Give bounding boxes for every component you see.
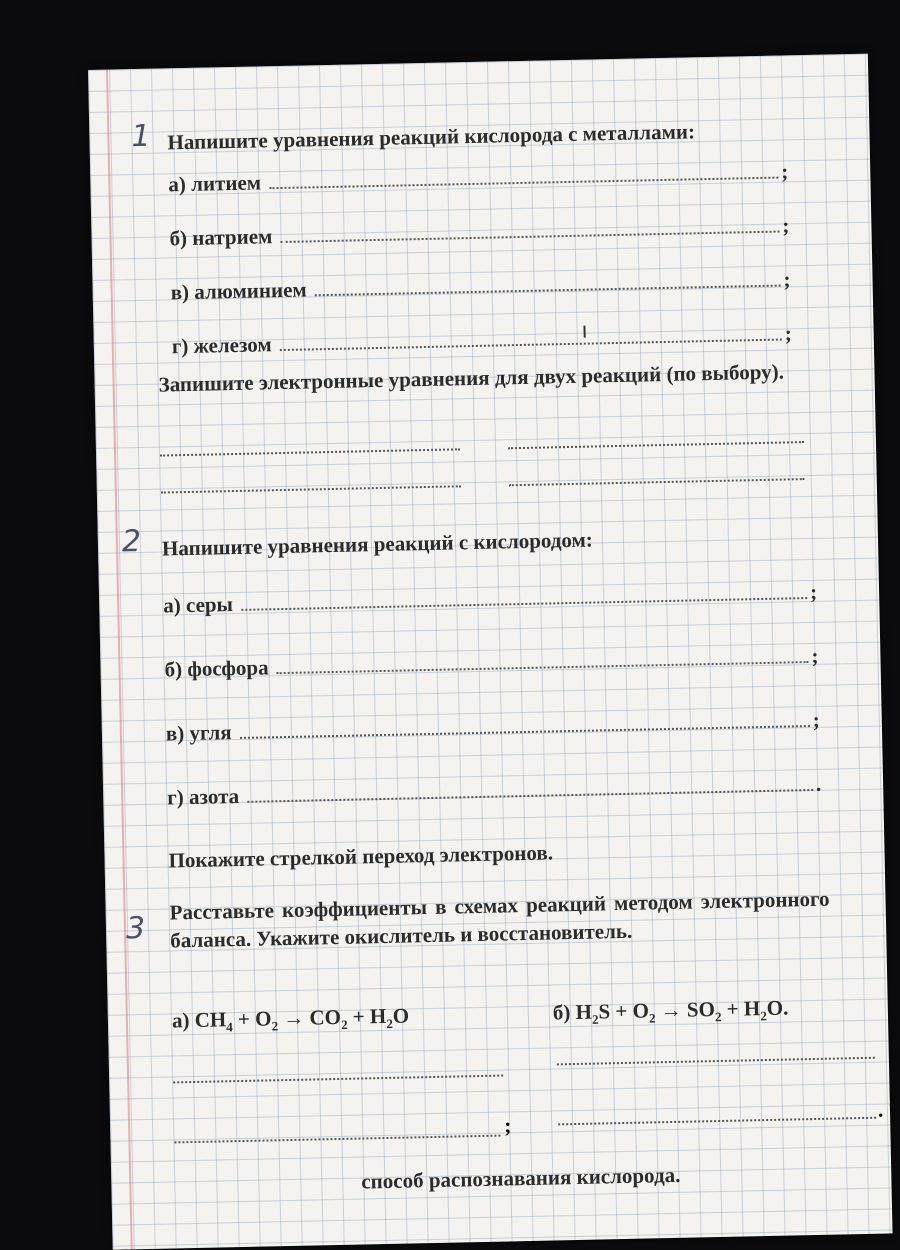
margin-line — [106, 70, 133, 1250]
item-end-mark: . — [815, 771, 822, 796]
item-end-mark: ; — [809, 579, 818, 604]
task-2-item-a[interactable] — [163, 580, 817, 619]
task-4-partial-heading: способ распознавания кислорода. — [361, 1162, 681, 1194]
task-3-equation-a: а) $CH_4 + O_2 \to CO_2 + H_2O$ — [171, 1003, 410, 1035]
task-3-number: 3 — [125, 910, 146, 947]
worksheet-page — [88, 54, 893, 1250]
answer-line[interactable] — [269, 176, 778, 190]
task-1-item-c[interactable] — [170, 267, 790, 305]
task-2-heading: Напишите уравнения реакций с кислородом: — [161, 527, 594, 561]
answer-line[interactable] — [174, 1134, 500, 1144]
equation-b-prefix: б) — [552, 999, 576, 1025]
task-1-heading: Напишите уравнения реакций кислорода с металлами: — [167, 119, 696, 155]
task-2-item-b[interactable] — [164, 644, 818, 683]
item-end-mark: ; — [781, 159, 789, 184]
task-1-item-d-label: г) железом — [171, 332, 272, 359]
answer-line[interactable] — [241, 596, 807, 611]
task-2-item-b-label: б) фосфора — [164, 655, 269, 682]
item-end-mark: ; — [782, 213, 790, 238]
answer-line[interactable] — [173, 1074, 503, 1084]
item-end-mark: ; — [784, 321, 792, 346]
task-2-item-c[interactable] — [166, 708, 820, 747]
equation-a-prefix: а) — [171, 1007, 195, 1033]
task-1-item-a[interactable] — [168, 159, 788, 197]
item-end-mark: ; — [783, 267, 791, 292]
task-1-item-c-label: в) алюминием — [170, 277, 307, 305]
answer-line[interactable] — [315, 284, 781, 297]
task-1-item-a-label: а) литием — [168, 170, 262, 197]
task-2-item-c-label: в) угля — [165, 720, 232, 746]
answer-line[interactable] — [280, 338, 782, 352]
answer-line[interactable] — [247, 788, 813, 803]
task-1-note: Запишите электронные уравнения для двух реакций (по выбору). — [158, 359, 785, 397]
task-1-item-d[interactable] — [172, 321, 792, 359]
task-1-item-b[interactable] — [169, 213, 789, 251]
task-3-equation-b: б) $H_2S + O_2 \to SO_2 + H_2O$. — [552, 995, 789, 1027]
task-2-item-d-label: г) азота — [167, 783, 240, 810]
answer-line[interactable] — [280, 230, 779, 243]
answer-line[interactable] — [558, 1116, 876, 1126]
task-2-item-d[interactable] — [167, 772, 821, 811]
answer-line[interactable] — [509, 477, 805, 486]
answer-line[interactable] — [557, 1056, 875, 1066]
task-2-item-a-label: а) серы — [162, 592, 234, 618]
item-end-mark: . — [877, 1097, 884, 1122]
answer-line[interactable] — [240, 724, 810, 739]
answer-line[interactable] — [160, 447, 460, 456]
task-1-item-b-label: б) натрием — [169, 224, 273, 251]
task-2-number: 2 — [121, 523, 142, 560]
pencil-mark — [583, 326, 585, 338]
item-end-mark: ; — [812, 707, 821, 732]
task-3-heading: Расставьте коэффициенты в схемах реакций методом электронного баланса. Укажите окислитель и восстановитель. — [169, 886, 830, 953]
task-1-number: 1 — [131, 118, 151, 155]
answer-line[interactable] — [508, 440, 804, 449]
task-2-note: Покажите стрелкой переход электронов. — [168, 840, 554, 873]
item-end-mark: ; — [811, 643, 819, 668]
answer-line[interactable] — [161, 484, 461, 493]
answer-line[interactable] — [277, 660, 809, 674]
item-end-mark: ; — [503, 1113, 512, 1138]
